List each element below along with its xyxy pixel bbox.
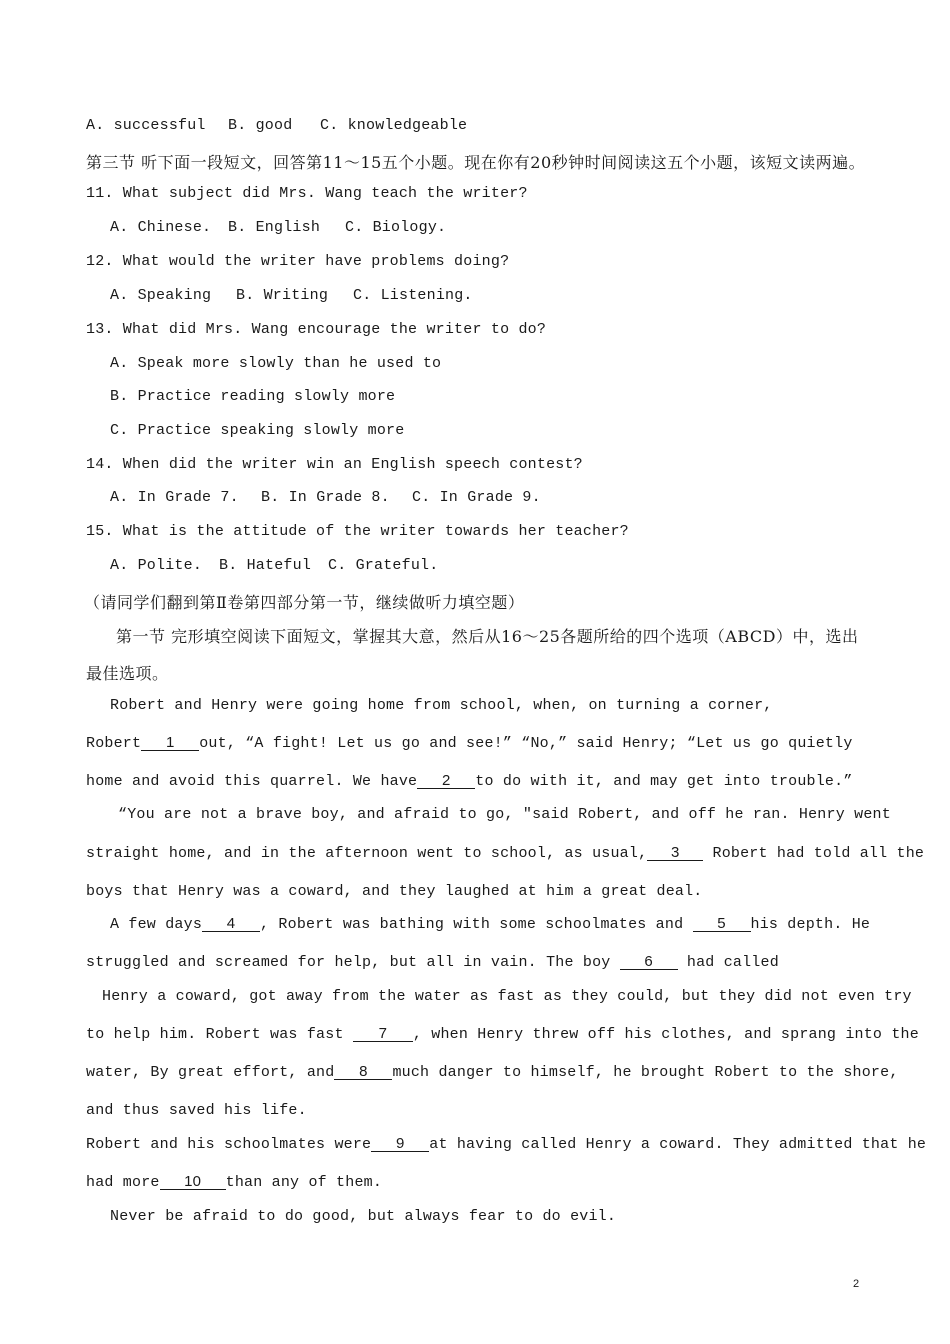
passage-line-9: Henry a coward, got away from the water as fast as they could, but they did not even try: [102, 988, 912, 1005]
q13-option-a: A. Speak more slowly than he used to: [110, 355, 442, 372]
q11-option-b: B. English: [228, 219, 321, 236]
question-14: 14. When did the writer win an English speech contest?: [86, 456, 583, 473]
q12-option-c: C. Listening.: [353, 287, 473, 304]
q13-option-b: B. Practice reading slowly more: [110, 388, 396, 405]
q10-option-b: B. good: [228, 117, 293, 134]
blank-3: 3: [647, 845, 703, 861]
blank-7: 7: [353, 1026, 413, 1042]
q12-option-b: B. Writing: [236, 287, 329, 304]
blank-5: 5: [693, 916, 751, 932]
q10-option-a: A. successful: [86, 117, 206, 134]
blank-8: 8: [334, 1064, 392, 1080]
passage-line-11: water, By great effort, and 8 much danger to himself, he brought Robert to the shore,: [86, 1063, 899, 1081]
section3-title: 第三节 听下面一段短文，回答第11～15五个小题。现在你有20秒钟时间阅读这五个小题，该短文读两遍。: [86, 153, 866, 172]
passage-line-2: Robert 1 out, “A fight! Let us go and see!” “No,” said Henry; “Let us go quietly: [86, 734, 853, 752]
passage-line-12: and thus saved his life.: [86, 1102, 307, 1119]
q11-option-c: C. Biology.: [345, 219, 447, 236]
passage-line-5: straight home, and in the afternoon went to school, as usual, 3 Robert had told all the: [86, 844, 925, 862]
question-15: 15. What is the attitude of the writer towards her teacher?: [86, 523, 629, 540]
passage-line-6: boys that Henry was a coward, and they laughed at him a great deal.: [86, 883, 703, 900]
q10-option-c: C. knowledgeable: [320, 117, 468, 134]
q12-option-a: A. Speaking: [110, 287, 212, 304]
passage-line-3: home and avoid this quarrel. We have 2 to do with it, and may get into trouble.”: [86, 772, 853, 790]
cloze-title-line1: 第一节 完形填空阅读下面短文，掌握其大意，然后从16～25各题所给的四个选项（ABCD）中，选出: [116, 627, 859, 646]
q15-option-c: C. Grateful.: [328, 557, 439, 574]
passage-line-7: A few days 4 , Robert was bathing with some schoolmates and 5 his depth. He: [110, 915, 871, 933]
passage-line-15: Never be afraid to do good, but always fear to do evil.: [110, 1208, 617, 1225]
blank-1: 1: [141, 735, 199, 751]
question-13: 13. What did Mrs. Wang encourage the writer to do?: [86, 321, 547, 338]
passage-line-10: to help him. Robert was fast 7 , when Henry threw off his clothes, and sprang into the: [86, 1025, 919, 1043]
q13-option-c: C. Practice speaking slowly more: [110, 422, 405, 439]
question-11: 11. What subject did Mrs. Wang teach the writer?: [86, 185, 528, 202]
q14-option-c: C. In Grade 9.: [412, 489, 541, 506]
blank-6: 6: [620, 954, 678, 970]
blank-4: 4: [202, 916, 260, 932]
passage-line-14: had more 10 than any of them.: [86, 1173, 383, 1191]
passage-line-8: struggled and screamed for help, but all in vain. The boy 6 had called: [86, 953, 779, 971]
q11-option-a: A. Chinese.: [110, 219, 212, 236]
question-12: 12. What would the writer have problems doing?: [86, 253, 510, 270]
passage-line-13: Robert and his schoolmates were 9 at having called Henry a coward. They admitted that he: [86, 1135, 927, 1153]
instruction-note: （请同学们翻到第Ⅱ卷第四部分第一节，继续做听力填空题）: [84, 593, 525, 612]
blank-10: 10: [160, 1174, 226, 1190]
page-number: 2: [853, 1278, 860, 1290]
q15-option-b: B. Hateful: [219, 557, 312, 574]
passage-line-4: “You are not a brave boy, and afraid to go, ″said Robert, and off he ran. Henry went: [118, 806, 891, 823]
blank-2: 2: [417, 773, 475, 789]
q14-option-b: B. In Grade 8.: [261, 489, 390, 506]
q15-option-a: A. Polite.: [110, 557, 203, 574]
q14-option-a: A. In Grade 7.: [110, 489, 239, 506]
passage-line-1: Robert and Henry were going home from school, when, on turning a corner,: [110, 697, 773, 714]
cloze-title-line2: 最佳选项。: [86, 664, 169, 683]
blank-9: 9: [371, 1136, 429, 1152]
